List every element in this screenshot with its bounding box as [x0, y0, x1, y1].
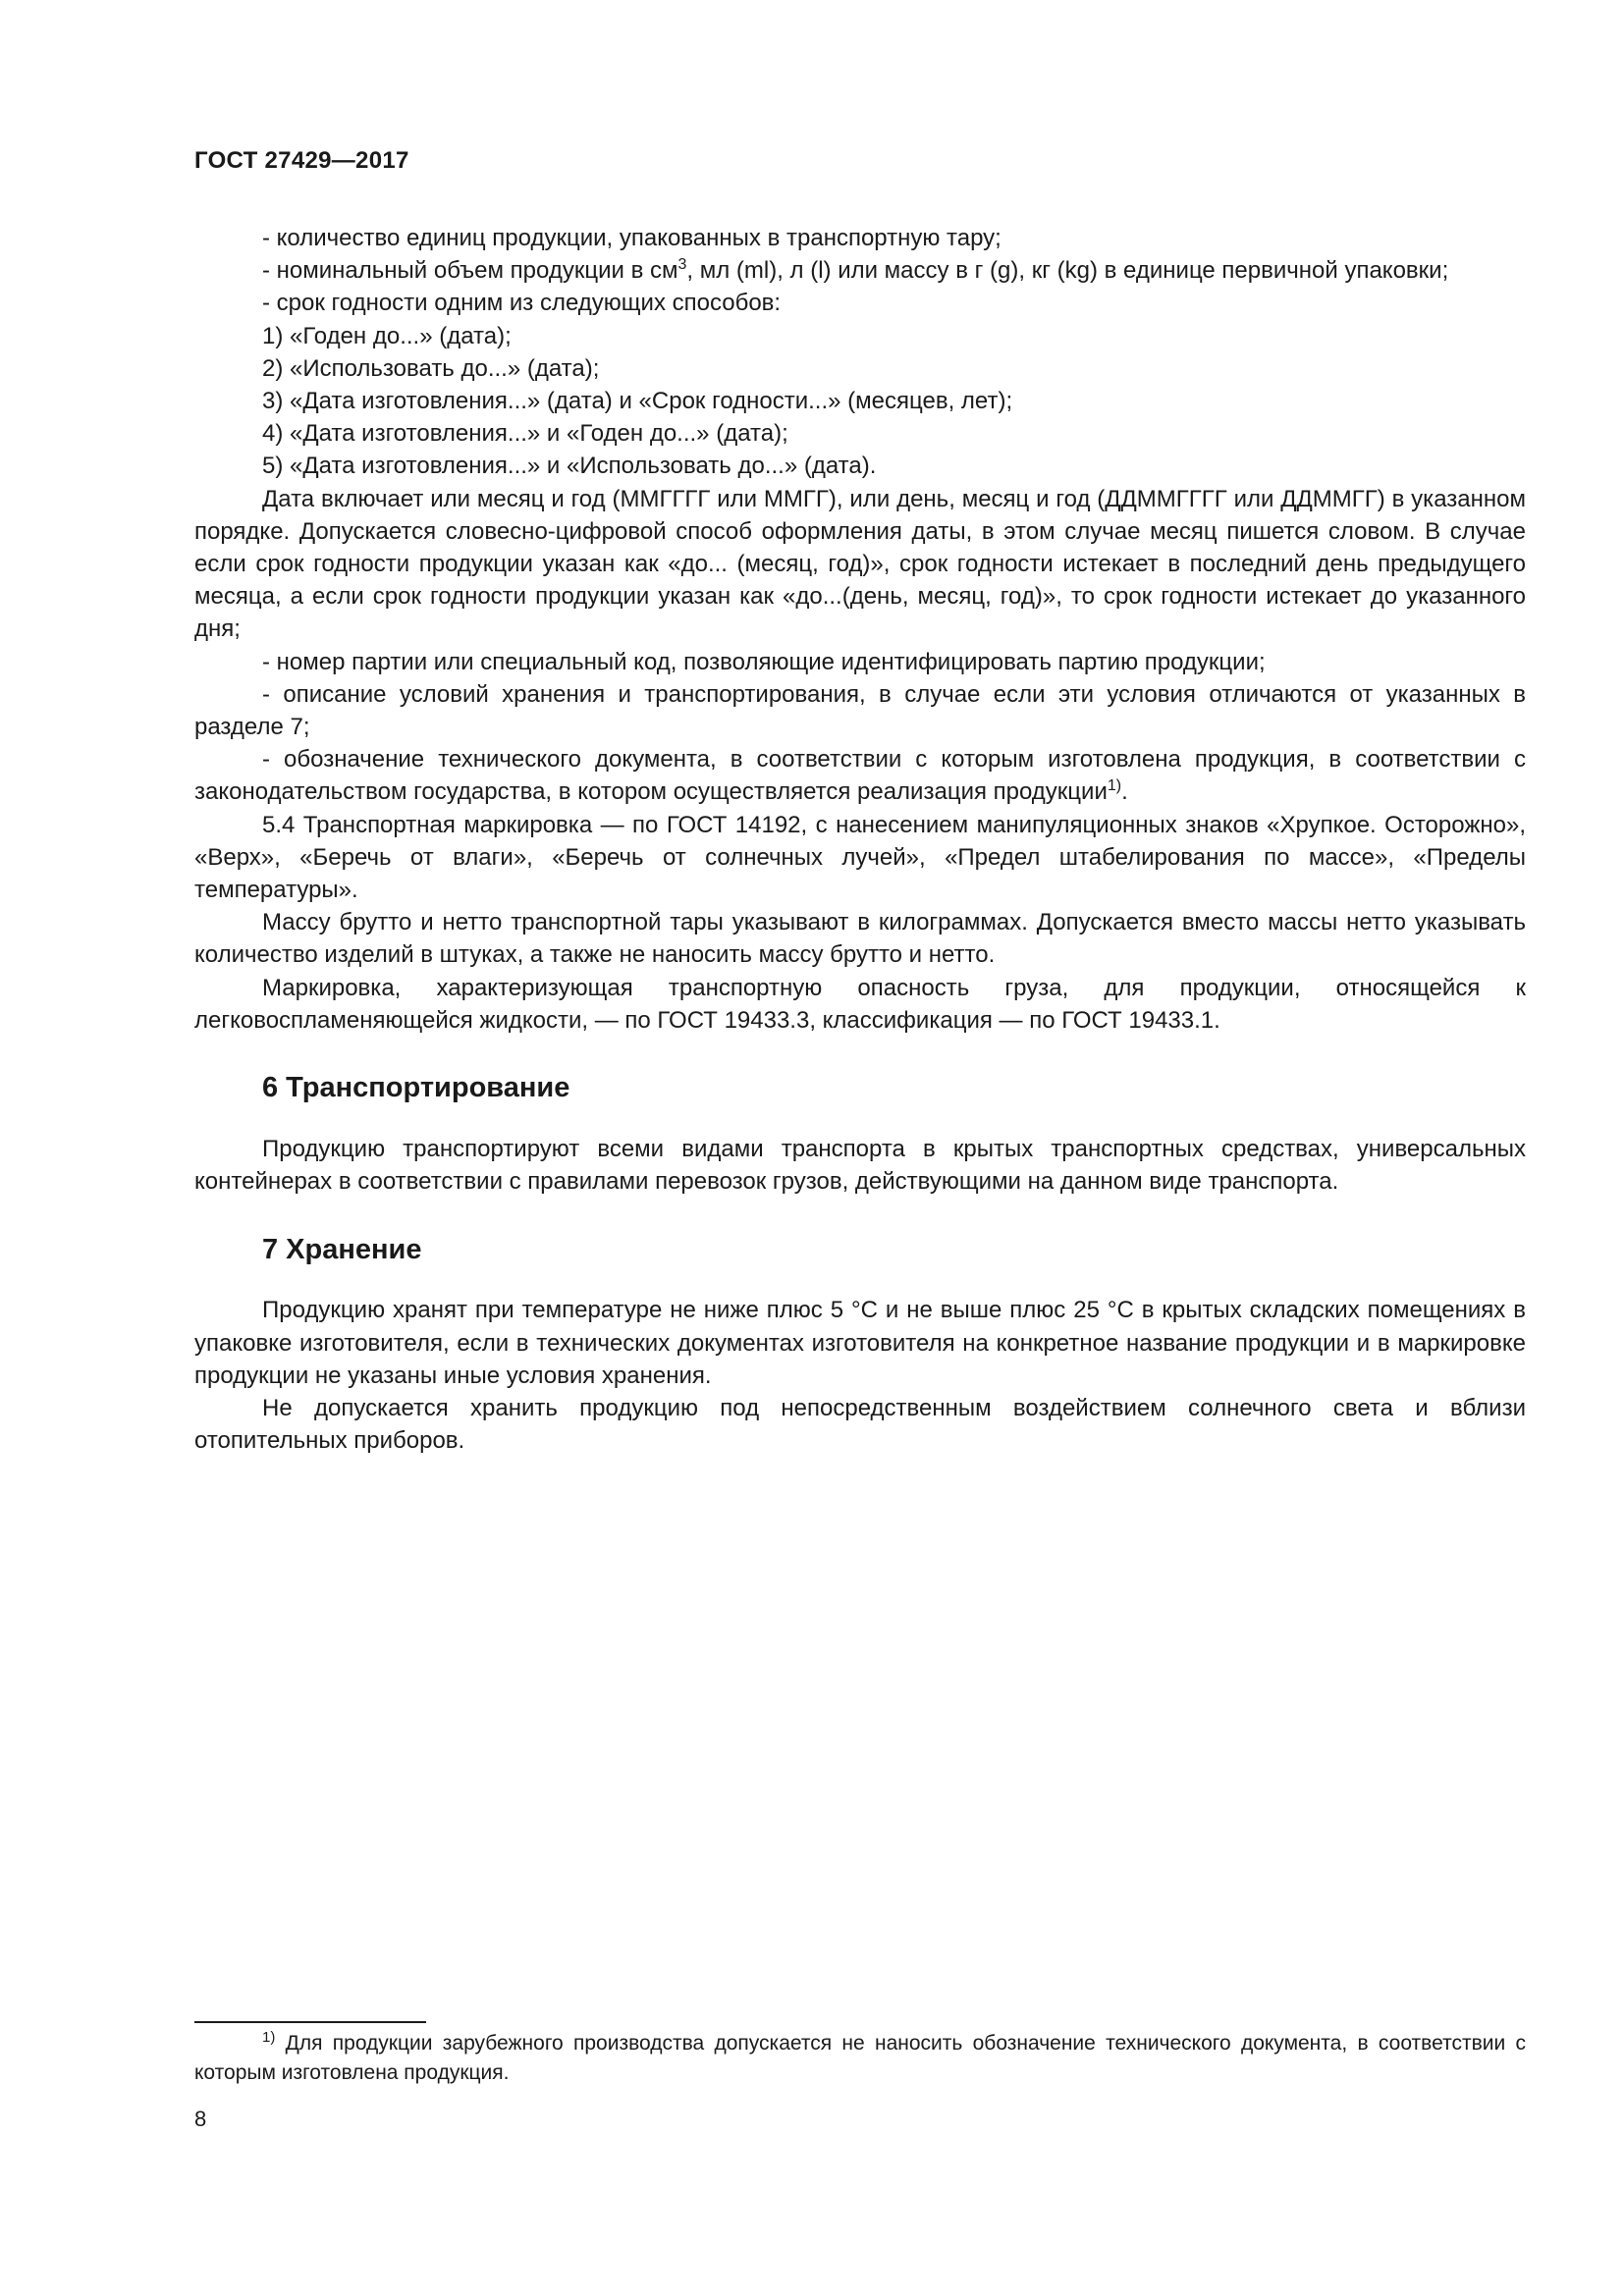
- section-7-paragraph: Продукцию хранят при температуре не ниже плюс 5 °С и не выше плюс 25 °С в крытых складских помещениях в упаковке изготовителя, если в технических документах изготовителя на конкретное название продукции и в маркировке продукции не указаны иные условия хранения.: [194, 1297, 1526, 1389]
- footnote-divider: [194, 2021, 426, 2023]
- section-7-heading: 7 Хранение: [262, 1234, 422, 1266]
- footnote-text: Для продукции зарубежного производства допускается не наносить обозначение технического документа, в соответствии с которым изготовлена продукция.: [194, 2032, 1526, 2084]
- date-format-paragraph: Дата включает или месяц и год (ММГГГГ или ММГГ), или день, месяц и год (ДДММГГГГ или ДДММГГ) в указанном порядке. Допускается словесно-цифровой способ оформления даты, в этом случае месяц пишется словом. В случае если срок годности продукции указан как «до... (месяц, год)», срок годности истекает в последний день предыдущего месяца, а если срок годности продукции указан как «до...(день, месяц, год)», то срок годности истекает до указанного дня;: [194, 485, 1526, 643]
- document-header: ГОСТ 27429—2017: [194, 147, 409, 174]
- mass-paragraph: Массу брутто и нетто транспортной тары указывают в килограммах. Допускается вместо массы нетто указывать количество изделий в штуках, а также не наносить массу брутто и нетто.: [194, 909, 1526, 969]
- clause-5-4-paragraph: 5.4 Транспортная маркировка — по ГОСТ 14192, с нанесением манипуляционных знаков «Хрупкое. Осторожно», «Верх», «Беречь от влаги», «Беречь от солнечных лучей», «Предел штабелирования по массе», «Пределы температуры».: [194, 811, 1526, 904]
- section-6-heading: 6 Транспортирование: [262, 1072, 570, 1104]
- shelf-life-option-5: 5) «Дата изготовления...» и «Использовать до...» (дата).: [262, 453, 877, 480]
- list-item-volume: [194, 254, 1526, 287]
- footnote-reference: 1): [1107, 777, 1122, 795]
- list-item-technical-document: [194, 743, 1526, 808]
- footnote-mark: 1): [262, 2029, 276, 2046]
- shelf-life-option-3: 3) «Дата изготовления...» (дата) и «Срок годности...» (месяцев, лет);: [262, 388, 1013, 415]
- list-item-shelf-life: - срок годности одним из следующих способов:: [262, 290, 782, 317]
- technical-document-tail: .: [1121, 778, 1128, 806]
- document-body: [194, 222, 1526, 1458]
- technical-document-text: - обозначение технического документа, в соответствии с которым изготовлена продукция, в соответствии с законодательством государства, в котором осуществляется реализация продукции: [194, 746, 1526, 806]
- section-6-paragraph: Продукцию транспортируют всеми видами транспорта в крытых транспортных средствах, универсальных контейнерах в соответствии с правилами перевозок грузов, действующими на данном виде транспорта.: [194, 1136, 1526, 1196]
- hazard-marking-paragraph: Маркировка, характеризующая транспортную опасность груза, для продукции, относящейся к легковоспламеняющейся жидкости, — по ГОСТ 19433.3, классификация — по ГОСТ 19433.1.: [194, 974, 1526, 1034]
- footnote: [194, 2029, 1526, 2088]
- volume-text: - номинальный объем продукции в см: [262, 257, 678, 285]
- list-item-storage-conditions: - описание условий хранения и транспортирования, в случае если эти условия отличаются от указанных в разделе 7;: [194, 680, 1526, 741]
- volume-text-tail: , мл (ml), л (l) или массу в г (g), кг (kg) в единице первичной упаковки;: [686, 257, 1449, 285]
- shelf-life-option-1: 1) «Годен до...» (дата);: [262, 322, 512, 349]
- list-item-quantity: - количество единиц продукции, упакованных в транспортную тару;: [262, 225, 1001, 251]
- page-number: 8: [194, 2107, 207, 2131]
- section-7-paragraph-2: Не допускается хранить продукцию под непосредственным воздействием солнечного света и вблизи отопительных приборов.: [194, 1395, 1526, 1455]
- shelf-life-option-4: 4) «Дата изготовления...» и «Годен до...» (дата);: [262, 420, 788, 448]
- list-item-batch: - номер партии или специальный код, позволяющие идентифицировать партию продукции;: [262, 648, 1266, 675]
- document-page: [194, 0, 1526, 2296]
- superscript-cube: 3: [677, 256, 687, 274]
- shelf-life-option-2: 2) «Использовать до...» (дата);: [262, 354, 600, 382]
